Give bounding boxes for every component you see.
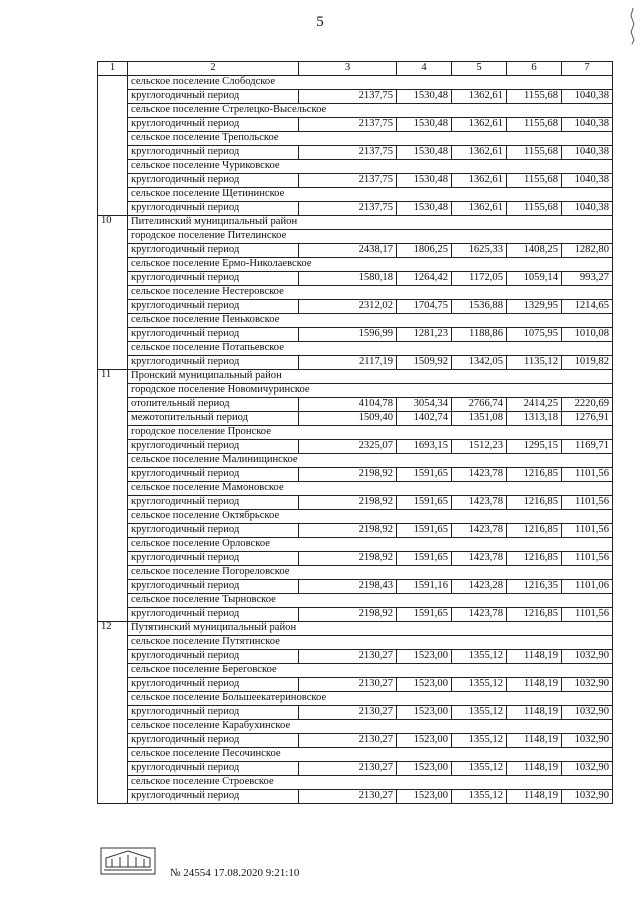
- table-row: [98, 580, 613, 594]
- header-cell: 2: [128, 62, 299, 76]
- value-cell: 2766,74: [452, 398, 507, 412]
- value-cell: 1423,78: [452, 608, 507, 622]
- row-label: круглогодичный период: [128, 356, 299, 370]
- value-cell: 1530,48: [397, 118, 452, 132]
- table-row: [98, 412, 613, 426]
- row-label: сельское поселение Карабухинское: [128, 720, 613, 734]
- value-cell: 1355,12: [452, 762, 507, 776]
- value-cell: 1351,08: [452, 412, 507, 426]
- value-cell: 1101,06: [562, 580, 613, 594]
- table-row: [98, 734, 613, 748]
- value-cell: 1032,90: [562, 762, 613, 776]
- table-row: [98, 230, 613, 244]
- table-row: [98, 90, 613, 104]
- row-label: круглогодичный период: [128, 300, 299, 314]
- table-row: [98, 118, 613, 132]
- value-cell: 993,27: [562, 272, 613, 286]
- table-row: [98, 678, 613, 692]
- value-cell: 1148,19: [507, 790, 562, 804]
- row-index: 10: [98, 216, 128, 370]
- table-row: [98, 692, 613, 706]
- value-cell: 1101,56: [562, 524, 613, 538]
- value-cell: 1591,65: [397, 608, 452, 622]
- value-cell: 1591,65: [397, 496, 452, 510]
- value-cell: 3054,34: [397, 398, 452, 412]
- value-cell: 1101,56: [562, 468, 613, 482]
- value-cell: 1530,48: [397, 90, 452, 104]
- value-cell: 1040,38: [562, 90, 613, 104]
- row-label: Путятинский муниципальный район: [128, 622, 613, 636]
- value-cell: 1580,18: [299, 272, 397, 286]
- value-cell: 1423,78: [452, 496, 507, 510]
- header-cell: 5: [452, 62, 507, 76]
- value-cell: 1264,42: [397, 272, 452, 286]
- value-cell: 2137,75: [299, 90, 397, 104]
- table-row: [98, 622, 613, 636]
- value-cell: 1362,61: [452, 118, 507, 132]
- row-index: 11: [98, 370, 128, 622]
- value-cell: 2438,17: [299, 244, 397, 258]
- value-cell: 1216,85: [507, 608, 562, 622]
- value-cell: 1509,40: [299, 412, 397, 426]
- value-cell: 1169,71: [562, 440, 613, 454]
- value-cell: 1032,90: [562, 650, 613, 664]
- row-label: сельское поселение Стрелецко-Высельское: [128, 104, 613, 118]
- row-label: сельское поселение Малинищинское: [128, 454, 613, 468]
- row-label: сельское поселение Погореловское: [128, 566, 613, 580]
- table-row: [98, 146, 613, 160]
- value-cell: 1101,56: [562, 496, 613, 510]
- value-cell: 1512,23: [452, 440, 507, 454]
- value-cell: 2325,07: [299, 440, 397, 454]
- row-label: сельское поселение Ермо-Николаевское: [128, 258, 613, 272]
- table-row: [98, 594, 613, 608]
- value-cell: 1693,15: [397, 440, 452, 454]
- tariff-table: [97, 61, 613, 804]
- value-cell: 1362,61: [452, 146, 507, 160]
- value-cell: 2414,25: [507, 398, 562, 412]
- value-cell: 1530,48: [397, 202, 452, 216]
- value-cell: 1536,88: [452, 300, 507, 314]
- table-row: [98, 664, 613, 678]
- value-cell: 1155,68: [507, 202, 562, 216]
- margin-stamp-mark: [628, 6, 638, 46]
- table-row: [98, 706, 613, 720]
- value-cell: 1155,68: [507, 90, 562, 104]
- value-cell: 2198,92: [299, 552, 397, 566]
- value-cell: 1032,90: [562, 734, 613, 748]
- value-cell: 1010,08: [562, 328, 613, 342]
- value-cell: 2130,27: [299, 790, 397, 804]
- value-cell: 2198,43: [299, 580, 397, 594]
- value-cell: 2198,92: [299, 524, 397, 538]
- table-row: [98, 468, 613, 482]
- value-cell: 2198,92: [299, 496, 397, 510]
- row-label: круглогодичный период: [128, 580, 299, 594]
- table-row: [98, 76, 613, 90]
- row-label: сельское поселение Пеньковское: [128, 314, 613, 328]
- value-cell: 1591,65: [397, 468, 452, 482]
- value-cell: 1591,16: [397, 580, 452, 594]
- value-cell: 1032,90: [562, 790, 613, 804]
- table-row: [98, 482, 613, 496]
- row-label: круглогодичный период: [128, 202, 299, 216]
- value-cell: 1075,95: [507, 328, 562, 342]
- row-label: городское поселение Пителинское: [128, 230, 613, 244]
- value-cell: 1402,74: [397, 412, 452, 426]
- row-label: круглогодичный период: [128, 146, 299, 160]
- header-row: [98, 62, 613, 76]
- value-cell: 1355,12: [452, 650, 507, 664]
- value-cell: 1188,86: [452, 328, 507, 342]
- row-label: сельское поселение Потапьевское: [128, 342, 613, 356]
- value-cell: 1423,78: [452, 552, 507, 566]
- value-cell: 2137,75: [299, 146, 397, 160]
- value-cell: 1216,85: [507, 552, 562, 566]
- value-cell: 1596,99: [299, 328, 397, 342]
- table-row: [98, 524, 613, 538]
- row-label: круглогодичный период: [128, 272, 299, 286]
- value-cell: 1704,75: [397, 300, 452, 314]
- value-cell: 4104,78: [299, 398, 397, 412]
- table-row: [98, 440, 613, 454]
- table-row: [98, 342, 613, 356]
- value-cell: 2130,27: [299, 706, 397, 720]
- table-row: [98, 188, 613, 202]
- value-cell: 1523,00: [397, 706, 452, 720]
- row-label: сельское поселение Орловское: [128, 538, 613, 552]
- value-cell: 1148,19: [507, 650, 562, 664]
- value-cell: 1135,12: [507, 356, 562, 370]
- row-label: Пителинский муниципальный район: [128, 216, 613, 230]
- header-cell: 4: [397, 62, 452, 76]
- table-row: [98, 202, 613, 216]
- value-cell: 1591,65: [397, 524, 452, 538]
- value-cell: 1172,05: [452, 272, 507, 286]
- table-row: [98, 174, 613, 188]
- value-cell: 1509,92: [397, 356, 452, 370]
- value-cell: 1591,65: [397, 552, 452, 566]
- row-label: сельское поселение Береговское: [128, 664, 613, 678]
- table-row: [98, 650, 613, 664]
- value-cell: 1281,23: [397, 328, 452, 342]
- value-cell: 1423,78: [452, 468, 507, 482]
- value-cell: 2137,75: [299, 118, 397, 132]
- value-cell: 1355,12: [452, 790, 507, 804]
- row-label: круглогодичный период: [128, 440, 299, 454]
- value-cell: 1523,00: [397, 650, 452, 664]
- row-label: круглогодичный период: [128, 244, 299, 258]
- value-cell: 2198,92: [299, 468, 397, 482]
- table-row: [98, 160, 613, 174]
- table-row: [98, 286, 613, 300]
- row-label: сельское поселение Мамоновское: [128, 482, 613, 496]
- value-cell: 1040,38: [562, 174, 613, 188]
- value-cell: 1040,38: [562, 202, 613, 216]
- value-cell: 1214,65: [562, 300, 613, 314]
- value-cell: 1155,68: [507, 146, 562, 160]
- value-cell: 1313,18: [507, 412, 562, 426]
- value-cell: 1523,00: [397, 790, 452, 804]
- value-cell: 1040,38: [562, 146, 613, 160]
- table-row: [98, 216, 613, 230]
- value-cell: 1148,19: [507, 762, 562, 776]
- value-cell: 1282,80: [562, 244, 613, 258]
- row-label: сельское поселение Трепольское: [128, 132, 613, 146]
- value-cell: 1355,12: [452, 734, 507, 748]
- value-cell: 1329,95: [507, 300, 562, 314]
- value-cell: 1155,68: [507, 174, 562, 188]
- row-label: сельское поселение Октябрьское: [128, 510, 613, 524]
- value-cell: 1355,12: [452, 706, 507, 720]
- table-row: [98, 762, 613, 776]
- value-cell: 1032,90: [562, 678, 613, 692]
- table-row: [98, 398, 613, 412]
- table-row: [98, 426, 613, 440]
- value-cell: 2137,75: [299, 174, 397, 188]
- value-cell: 1216,85: [507, 496, 562, 510]
- value-cell: 1216,85: [507, 524, 562, 538]
- value-cell: 2137,75: [299, 202, 397, 216]
- value-cell: 2130,27: [299, 734, 397, 748]
- value-cell: 1408,25: [507, 244, 562, 258]
- row-label: круглогодичный период: [128, 174, 299, 188]
- row-label: круглогодичный период: [128, 790, 299, 804]
- row-label: круглогодичный период: [128, 734, 299, 748]
- value-cell: 1523,00: [397, 762, 452, 776]
- row-label: сельское поселение Щетининское: [128, 188, 613, 202]
- table-row: [98, 496, 613, 510]
- row-label: круглогодичный период: [128, 90, 299, 104]
- value-cell: 1059,14: [507, 272, 562, 286]
- value-cell: 1155,68: [507, 118, 562, 132]
- value-cell: 1625,33: [452, 244, 507, 258]
- row-label: круглогодичный период: [128, 118, 299, 132]
- table-row: [98, 384, 613, 398]
- row-label: круглогодичный период: [128, 762, 299, 776]
- table-row: [98, 314, 613, 328]
- value-cell: 2220,69: [562, 398, 613, 412]
- row-label: сельское поселение Нестеровское: [128, 286, 613, 300]
- table-row: [98, 356, 613, 370]
- table-row: [98, 132, 613, 146]
- value-cell: 1101,56: [562, 608, 613, 622]
- value-cell: 2130,27: [299, 678, 397, 692]
- value-cell: 1523,00: [397, 678, 452, 692]
- value-cell: 1101,56: [562, 552, 613, 566]
- row-label: круглогодичный период: [128, 524, 299, 538]
- value-cell: 2312,02: [299, 300, 397, 314]
- table-row: [98, 258, 613, 272]
- row-label: сельское поселение Большеекатериновское: [128, 692, 613, 706]
- page-number: 5: [316, 14, 324, 30]
- table-row: [98, 538, 613, 552]
- value-cell: 2130,27: [299, 762, 397, 776]
- row-label: круглогодичный период: [128, 706, 299, 720]
- row-label: круглогодичный период: [128, 650, 299, 664]
- value-cell: 1148,19: [507, 706, 562, 720]
- document-id: № 24554 17.08.2020 9:21:10: [170, 867, 300, 879]
- value-cell: 1276,91: [562, 412, 613, 426]
- value-cell: 1216,35: [507, 580, 562, 594]
- value-cell: 1342,05: [452, 356, 507, 370]
- table-row: [98, 510, 613, 524]
- header-cell: 1: [98, 62, 128, 76]
- table-row: [98, 454, 613, 468]
- value-cell: 2117,19: [299, 356, 397, 370]
- value-cell: 1148,19: [507, 734, 562, 748]
- row-label: отопительный период: [128, 398, 299, 412]
- row-label: сельское поселение Строевское: [128, 776, 613, 790]
- value-cell: 1362,61: [452, 90, 507, 104]
- value-cell: 1019,82: [562, 356, 613, 370]
- row-label: межотопительный период: [128, 412, 299, 426]
- value-cell: 1032,90: [562, 706, 613, 720]
- row-label: круглогодичный период: [128, 468, 299, 482]
- table-row: [98, 300, 613, 314]
- value-cell: 1362,61: [452, 202, 507, 216]
- value-cell: 1216,85: [507, 468, 562, 482]
- table-row: [98, 566, 613, 580]
- building-seal-icon: [100, 847, 156, 875]
- row-label: Пронский муниципальный район: [128, 370, 613, 384]
- header-cell: 6: [507, 62, 562, 76]
- value-cell: 2130,27: [299, 650, 397, 664]
- row-label: круглогодичный период: [128, 608, 299, 622]
- table-row: [98, 720, 613, 734]
- value-cell: 1355,12: [452, 678, 507, 692]
- row-label: сельское поселение Тырновское: [128, 594, 613, 608]
- value-cell: 1040,38: [562, 118, 613, 132]
- row-label: круглогодичный период: [128, 678, 299, 692]
- row-label: сельское поселение Песочинское: [128, 748, 613, 762]
- row-label: городское поселение Пронское: [128, 426, 613, 440]
- table-row: [98, 552, 613, 566]
- row-label: сельское поселение Слободское: [128, 76, 613, 90]
- table-row: [98, 790, 613, 804]
- header-cell: 7: [562, 62, 613, 76]
- document-footer: [100, 847, 500, 887]
- row-index: 12: [98, 622, 128, 804]
- header-cell: 3: [299, 62, 397, 76]
- row-label: круглогодичный период: [128, 496, 299, 510]
- table-row: [98, 636, 613, 650]
- table-row: [98, 272, 613, 286]
- row-label: сельское поселение Чуриковское: [128, 160, 613, 174]
- row-label: сельское поселение Путятинское: [128, 636, 613, 650]
- row-index: [98, 76, 128, 216]
- row-label: круглогодичный период: [128, 328, 299, 342]
- value-cell: 1362,61: [452, 174, 507, 188]
- row-label: городское поселение Новомичуринское: [128, 384, 613, 398]
- table-row: [98, 104, 613, 118]
- value-cell: 1423,78: [452, 524, 507, 538]
- value-cell: 1523,00: [397, 734, 452, 748]
- value-cell: 1806,25: [397, 244, 452, 258]
- value-cell: 2198,92: [299, 608, 397, 622]
- table-row: [98, 776, 613, 790]
- value-cell: 1423,28: [452, 580, 507, 594]
- value-cell: 1148,19: [507, 678, 562, 692]
- table-row: [98, 244, 613, 258]
- table-row: [98, 328, 613, 342]
- row-label: круглогодичный период: [128, 552, 299, 566]
- value-cell: 1530,48: [397, 174, 452, 188]
- table-row: [98, 608, 613, 622]
- value-cell: 1530,48: [397, 146, 452, 160]
- table-row: [98, 748, 613, 762]
- table-row: [98, 370, 613, 384]
- value-cell: 1295,15: [507, 440, 562, 454]
